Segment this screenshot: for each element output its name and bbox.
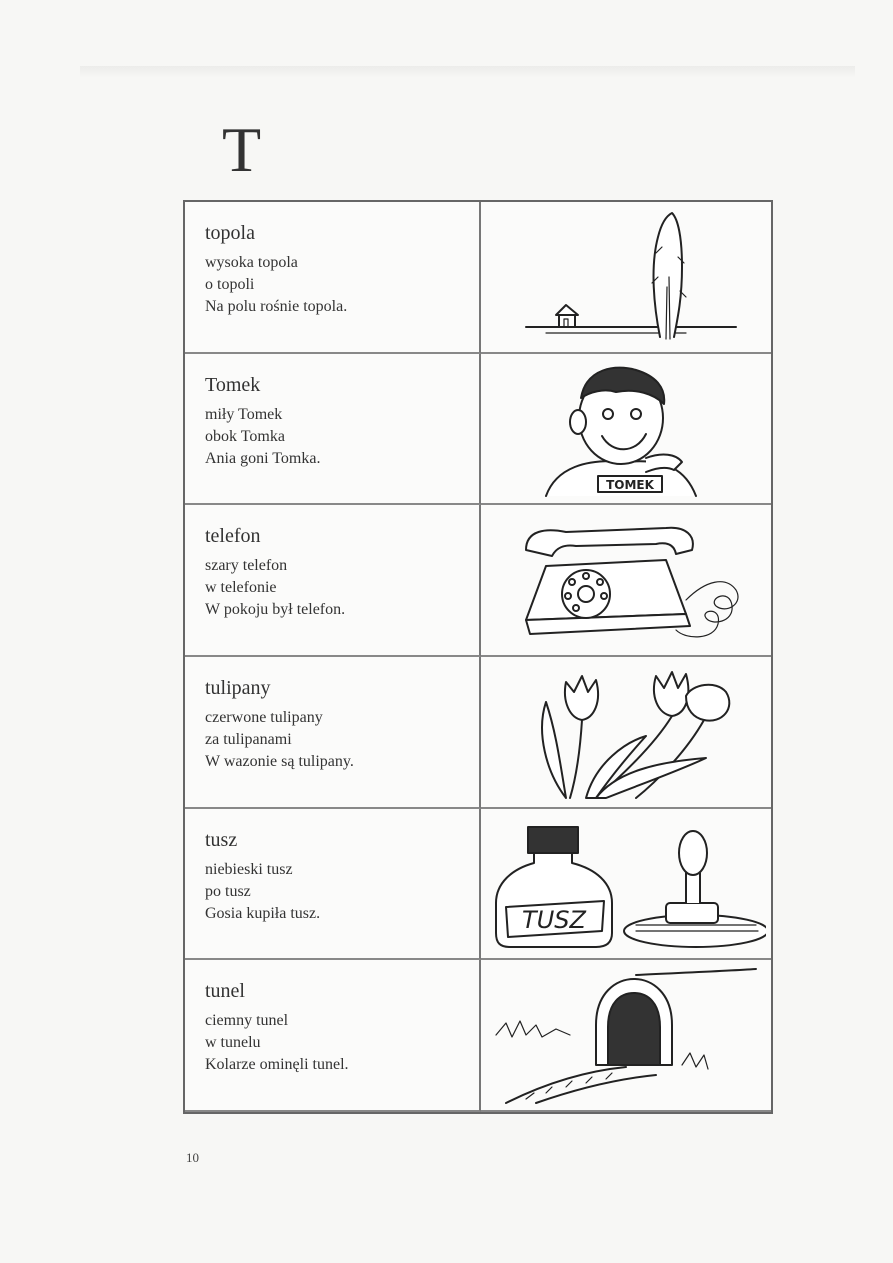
entry-line: obok Tomka [205,427,285,445]
ink-bottle-stamp-icon [486,813,766,953]
entry-line: Na polu rośnie topola. [205,298,348,315]
entry-text-tusz [185,809,481,961]
entry-line: czerwone tulipany [205,709,323,726]
entry-line: w telefonie [205,579,277,597]
entry-word: topola [205,222,255,244]
entry-word: telefon [205,525,261,548]
entry-picture-topola [481,202,771,354]
entry-line: po tusz [205,882,251,900]
page-letter-heading: T [222,114,262,185]
page-number: 10 [186,1150,199,1165]
entry-line: o topoli [205,276,255,293]
entry-picture-tulipany [481,657,771,809]
rotary-telephone-icon [486,510,766,650]
entry-word: tusz [205,828,238,851]
tulips-icon [486,662,766,802]
entry-text-tunel [185,960,481,1112]
entry-line: szary telefon [205,557,288,575]
entry-line: Gosia kupiła tusz. [205,904,321,922]
entry-word: tulipany [205,677,271,699]
tomek-shirt-label: TOMEK [606,478,654,493]
entry-line: w tunelu [205,1034,261,1052]
entry-line: za tulipanami [205,731,292,748]
tunnel-icon [486,965,766,1105]
entry-text-telefon [185,505,481,657]
entry-line: W pokoju był telefon. [205,601,346,619]
entry-line: Ania goni Tomka. [205,449,321,467]
entry-line: ciemny tunel [205,1012,289,1030]
entry-text-tomek [185,354,481,506]
entry-line: miły Tomek [205,405,283,423]
ink-bottle-label: TUSZ [522,906,586,935]
entry-text-topola [185,202,481,354]
entry-line: Kolarze ominęli tunel. [205,1056,349,1074]
entry-line: niebieski tusz [205,860,293,878]
boy-tomek-icon [486,358,766,498]
entry-picture-tusz [481,809,771,961]
entry-word: Tomek [205,373,261,396]
entry-line: W wazonie są tulipany. [205,753,354,770]
entry-picture-telefon [481,505,771,657]
entry-picture-tomek [481,354,771,506]
page-shade [80,66,855,78]
entry-text-tulipany [185,657,481,809]
entry-word: tunel [205,980,245,1003]
entry-line: wysoka topola [205,254,298,271]
entry-picture-tunel [481,960,771,1112]
poplar-tree-icon [486,207,766,347]
vocabulary-grid [183,200,773,1114]
